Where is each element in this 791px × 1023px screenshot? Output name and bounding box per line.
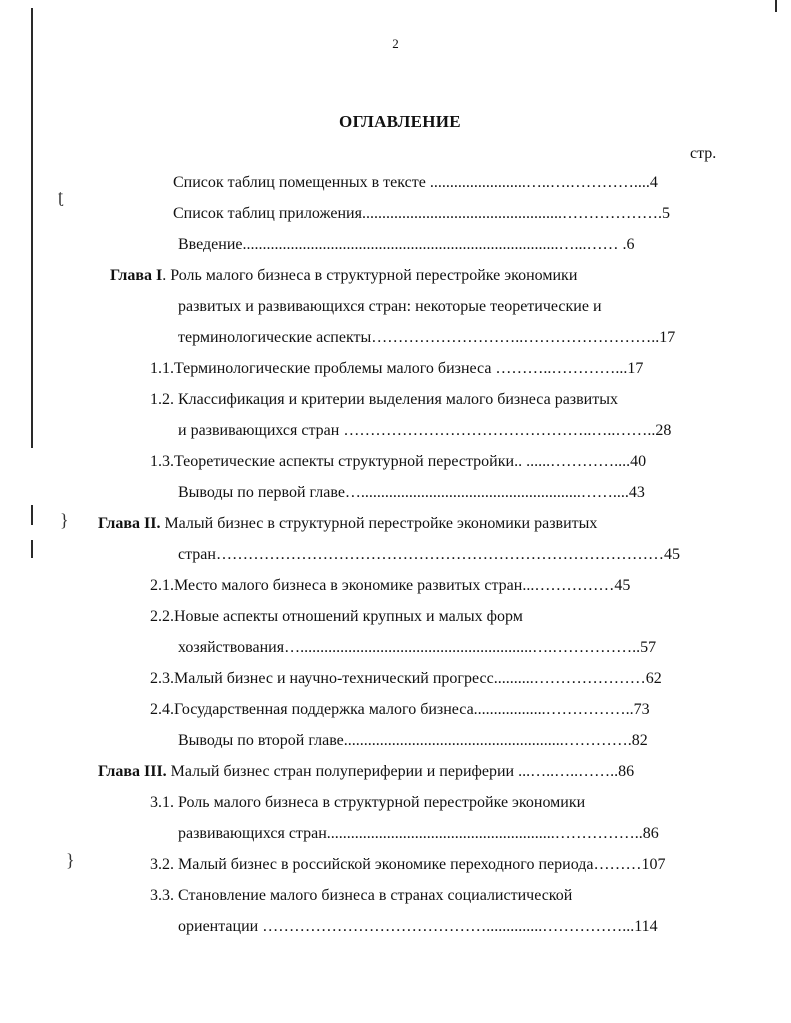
handwritten-bracket-mark: } (66, 850, 75, 870)
toc-section: 2.4.Государственная поддержка малого бизнеса..................……………..73 (150, 701, 650, 718)
toc-entry-continuation: ориентации ……………………………………..............……………...114 (178, 918, 658, 935)
scan-border-line (31, 8, 33, 448)
scan-border-line (31, 540, 33, 558)
page-number: 2 (392, 36, 399, 51)
toc-section: 1.3.Теоретические аспекты структурной перестройки.. ......…………....40 (150, 453, 647, 470)
toc-chapter-heading: Глава III. Малый бизнес стран полупериферии и периферии ...…..…..……..86 (98, 763, 635, 780)
scan-corner-mark (775, 0, 777, 12)
chapter-label: Глава I (110, 267, 163, 284)
toc-section: 2.2.Новые аспекты отношений крупных и малых форм (150, 608, 523, 625)
page-column-label: стр. (690, 145, 717, 162)
toc-entry: Введение...............................................................................…...…… .6 (178, 236, 635, 253)
handwritten-bracket-mark: } (60, 510, 69, 530)
toc-chapter-heading: Глава II. Малый бизнес в структурной перестройке экономики развитых (98, 515, 598, 532)
toc-entry: Выводы по первой главе….......................................................……....43 (178, 484, 645, 501)
toc-entry: Список таблиц приложения..................................................……………….5 (173, 205, 670, 222)
toc-entry: Выводы по второй главе.......................................................………….82 (178, 732, 648, 749)
toc-entry: Список таблиц помещенных в тексте ........................…..….…………....4 (173, 174, 658, 191)
toc-section: 2.3.Малый бизнес и научно-технический прогресс..........…………………62 (150, 670, 662, 687)
toc-entry-continuation: развивающихся стран.........................................................……………..86 (178, 825, 659, 842)
toc-section: 3.2. Малый бизнес в российской экономике переходного периода………107 (150, 856, 666, 873)
toc-entry-continuation: терминологические аспекты………………………..……………………..17 (178, 329, 676, 346)
toc-chapter-heading: Глава I. Роль малого бизнеса в структурной перестройке экономики (110, 267, 578, 284)
handwritten-mark: ʈ (58, 186, 64, 206)
scan-border-line (31, 505, 33, 525)
toc-section: 1.2. Классификация и критерии выделения малого бизнеса развитых (150, 391, 618, 408)
toc-section: 3.1. Роль малого бизнеса в структурной перестройке экономики (150, 794, 586, 811)
chapter-label: Глава III. (98, 763, 167, 780)
toc-section: 1.1.Терминологические проблемы малого бизнеса ………..…………...17 (150, 360, 644, 377)
toc-entry-continuation: и развивающихся стран ………………………………………..…..……..28 (178, 422, 672, 439)
chapter-label: Глава II. (98, 515, 161, 532)
toc-section: 2.1.Место малого бизнеса в экономике развитых стран...……………45 (150, 577, 631, 594)
toc-section: 3.3. Становление малого бизнеса в странах социалистической (150, 887, 573, 904)
toc-entry-continuation: стран…………………………………………………………………………45 (178, 546, 680, 563)
toc-entry-continuation: развитых и развивающихся стран: некоторые теоретические и (178, 298, 602, 315)
page-title: ОГЛАВЛЕНИЕ (339, 112, 461, 131)
toc-entry-continuation: хозяйствования…..........................................................….……………..57 (178, 639, 657, 656)
